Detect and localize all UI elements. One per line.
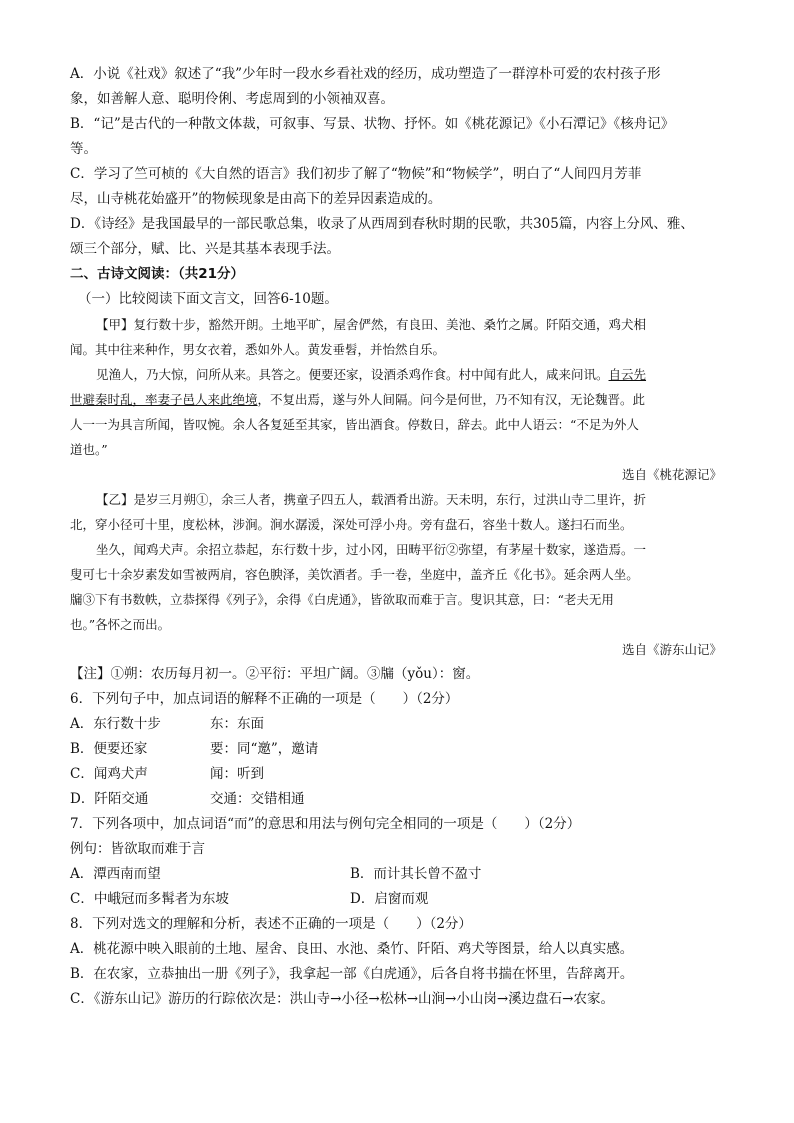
question-6 (70, 687, 728, 812)
passage-jia-line: 【甲】复行数十步，豁然开朗。土地平旷，屋舍俨然，有良田、美池、桑竹之属。阡陌交通，鸡犬相 (96, 317, 647, 332)
q7-stem: 7．下列各项中，加点词语“而”的意思和用法与例句完全相同的一项是（ ）（2分） (70, 816, 581, 832)
passage-jia-line (70, 362, 728, 387)
q6-option-sentence: A．东行数十步 (70, 716, 161, 732)
q6-option-explanation: 交通：交错相通 (210, 791, 305, 807)
passage-jia-line: 道也。” (70, 442, 108, 457)
underlined-sentence: 世避秦时乱，率妻子邑人来此绝境 (70, 392, 258, 407)
passage-yi-source: 选自《游东山记》 (621, 642, 722, 657)
q8-option-b: B．在农家，立恭抽出一册《列子》，我拿起一部《白虎通》，后各自将书揣在怀里，告辞离开。 (70, 966, 634, 982)
passage-yi-line: 北，穿小径可十里，度松林，涉涧。涧水潺湲，深处可浮小舟。旁有盘石，容坐十数人。遂扫石而坐。 (70, 517, 633, 532)
q7-option-b: B．而计其长曾不盈寸 (350, 866, 482, 882)
q6-option-sentence: B．便要还家 (70, 741, 148, 757)
q6-option-sentence: D．阡陌交通 (70, 791, 149, 807)
passage-yi (70, 487, 728, 662)
q6-stem: 6．下列句子中，加点词语的解释不正确的一项是（ ）（2分） (70, 691, 459, 707)
q5-option-d-line2: 颂三个部分，赋、比、兴是其基本表现手法。 (70, 241, 340, 257)
section-2-subheading: （一）比较阅读下面文言文，回答6-10题。 (78, 291, 338, 307)
passage-jia-text: ，不复出焉，遂与外人间隔。问今是何世，乃不知有汉，无论魏晋。此 (257, 392, 646, 407)
q5-option-b-line1: B．“记”是古代的一种散文体裁，可叙事、写景、状物、抒怀。如《桃花源记》《小石潭记》《核舟记》 (70, 116, 675, 132)
q6-option-explanation: 东：东面 (210, 716, 264, 732)
q5-option-a-line2: 象，如善解人意、聪明伶俐、考虑周到的小领袖双喜。 (70, 91, 394, 107)
passage-jia (70, 312, 728, 487)
passage-yi-line: 坐久，闻鸡犬声。余招立恭起，东行数十步，过小冈，田畴平衍②弥望，有茅屋十数家，遂造焉。一 (96, 542, 647, 557)
q6-option-explanation: 要：同“邀”，邀请 (210, 741, 319, 757)
q8-option-a: A．桃花源中映入眼前的土地、屋舍、良田、水池、桑竹、阡陌、鸡犬等图景，给人以真实感。 (70, 941, 634, 957)
section-2-heading: 二、古诗文阅读：（共21分） (70, 266, 245, 282)
passage-yi-line: 牖③下有书数帙，立恭探得《列子》，余得《白虎通》，皆欲取而难于言。叟识其意，曰：“老夫无用 (70, 592, 614, 607)
passage-yi-line: 叟可七十余岁素发如雪被两肩，容色腴泽，美饮酒者。手一卷，坐庭中，盖齐丘《化书》。延余两人坐。 (70, 567, 639, 582)
q6-option-d (70, 787, 728, 812)
page-content (70, 62, 728, 1012)
footnote: 【注】①朔：农历每月初一。②平衍：平坦广阔。③牖（yǒu）：窗。 (70, 666, 480, 682)
q7-option-a: A．潭西南而望 (70, 866, 161, 882)
q6-option-b (70, 737, 728, 762)
q6-option-c (70, 762, 728, 787)
underlined-sentence: 自云先 (608, 367, 647, 382)
question-8 (70, 912, 728, 1012)
passage-jia-line (70, 387, 728, 412)
q6-option-a (70, 712, 728, 737)
q8-stem: 8．下列对选文的理解和分析，表述不正确的一项是（ ）（2分） (70, 916, 472, 932)
q5-option-c-line2: 尽，山寺桃花始盛开”的物候现象是由高下的差异因素造成的。 (70, 191, 442, 207)
q7-example: 例句：皆欲取而难于言 (70, 841, 205, 857)
q7-option-c: C．中峨冠而多髯者为东坡 (70, 891, 229, 907)
q5-option-d-line1: D．《诗经》是我国最早的一部民歌总集，收录了从西周到春秋时期的民歌，共305篇，内容上分风、雅、 (70, 216, 694, 232)
passage-jia-text: 见渔人，乃大惊，问所从来。具答之。便要还家，设酒杀鸡作食。村中闻有此人，咸来问讯。 (96, 367, 609, 382)
passage-jia-line: 人一一为具言所闻，皆叹惋。余人各复延至其家，皆出酒食。停数日，辞去。此中人语云：“不足为外人 (70, 417, 639, 432)
q5-option-c-line1: C．学习了竺可桢的《大自然的语言》我们初步了解了“物候”和“物候学”，明白了“人间四月芳菲 (70, 166, 642, 182)
q5-option-a-line1: A．小说《社戏》叙述了“我”少年时一段水乡看社戏的经历，成功塑造了一群淳朴可爱的农村孩子形 (70, 66, 661, 82)
passage-yi-line: 也。”各怀之而出。 (70, 617, 171, 632)
q6-option-sentence: C．闻鸡犬声 (70, 766, 148, 782)
passage-jia-line: 闻。其中往来种作，男女衣着，悉如外人。黄发垂髫，并怡然自乐。 (70, 342, 446, 357)
q6-option-explanation: 闻：听到 (210, 766, 264, 782)
q7-options-row-2 (70, 887, 728, 912)
question-5-options (70, 62, 728, 262)
passage-yi-line: 【乙】是岁三月朔①，余三人者，携童子四五人，载酒肴出游。天未明，东行，过洪山寺二里许，折 (96, 492, 647, 507)
q7-options-row-1 (70, 862, 728, 887)
q8-option-c: C．《游东山记》游历的行踪依次是：洪山寺→小径→松林→山涧→小山岗→溪边盘石→农家。 (70, 991, 614, 1007)
passage-jia-source: 选自《桃花源记》 (621, 467, 722, 482)
question-7 (70, 812, 728, 912)
q5-option-b-line2: 等。 (70, 141, 97, 157)
q7-option-d: D．启窗而观 (350, 891, 429, 907)
